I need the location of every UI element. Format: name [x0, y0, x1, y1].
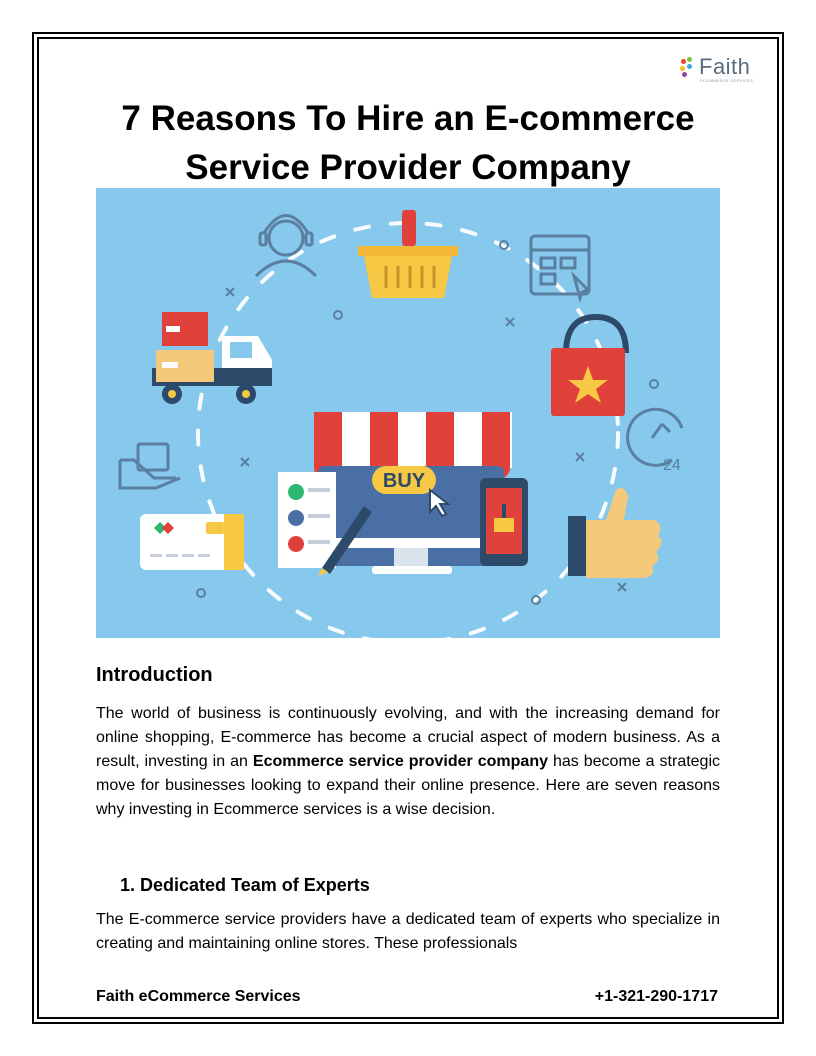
- clock-label: 24: [663, 457, 681, 474]
- intro-paragraph: [96, 702, 720, 822]
- logo-subtext: ECOMMERCE SERVICES: [700, 78, 754, 83]
- section-1-heading: 1. Dedicated Team of Experts: [120, 875, 370, 895]
- thumbs-up-icon: [568, 488, 662, 578]
- basket-icon: [358, 210, 458, 298]
- logo-dots-icon: [680, 57, 696, 77]
- credit-card-icon: [140, 514, 244, 570]
- intro-text-end: has become a strategic move for businesses looking to expand their online presence. Here are seven reasons why investing in Ecommerce services is a wise decision.: [96, 753, 721, 818]
- faith-logo: [680, 56, 750, 78]
- page-title: 7 Reasons To Hire an E-commerce Service Provider Company: [121, 99, 695, 187]
- intro-bold-link: Ecommerce service provider company: [252, 753, 548, 770]
- footer-phone: +1-321-290-1717: [594, 988, 718, 1005]
- intro-heading: Introduction: [96, 664, 213, 686]
- delivery-truck-icon: [152, 312, 272, 404]
- hero-illustration: [96, 188, 720, 638]
- section-1-paragraph: The E-commerce service providers have a dedicated team of experts who specialize in creating and maintaining online stores. These professionals: [96, 911, 720, 952]
- logo-text: Faith: [699, 54, 751, 79]
- intro-text-start: The world of business is continuously evolving, and with the increasing demand for online shopping, E-commerce has become a crucial aspect of modern business. As a result, investing in an: [96, 705, 720, 770]
- buy-label: BUY: [382, 470, 426, 492]
- smartphone-icon: [480, 478, 528, 566]
- shopping-bag-icon: [551, 317, 626, 416]
- footer-company: Faith eCommerce Services: [96, 988, 301, 1005]
- support-agent-icon: [256, 216, 316, 277]
- hand-package-icon: [120, 444, 180, 488]
